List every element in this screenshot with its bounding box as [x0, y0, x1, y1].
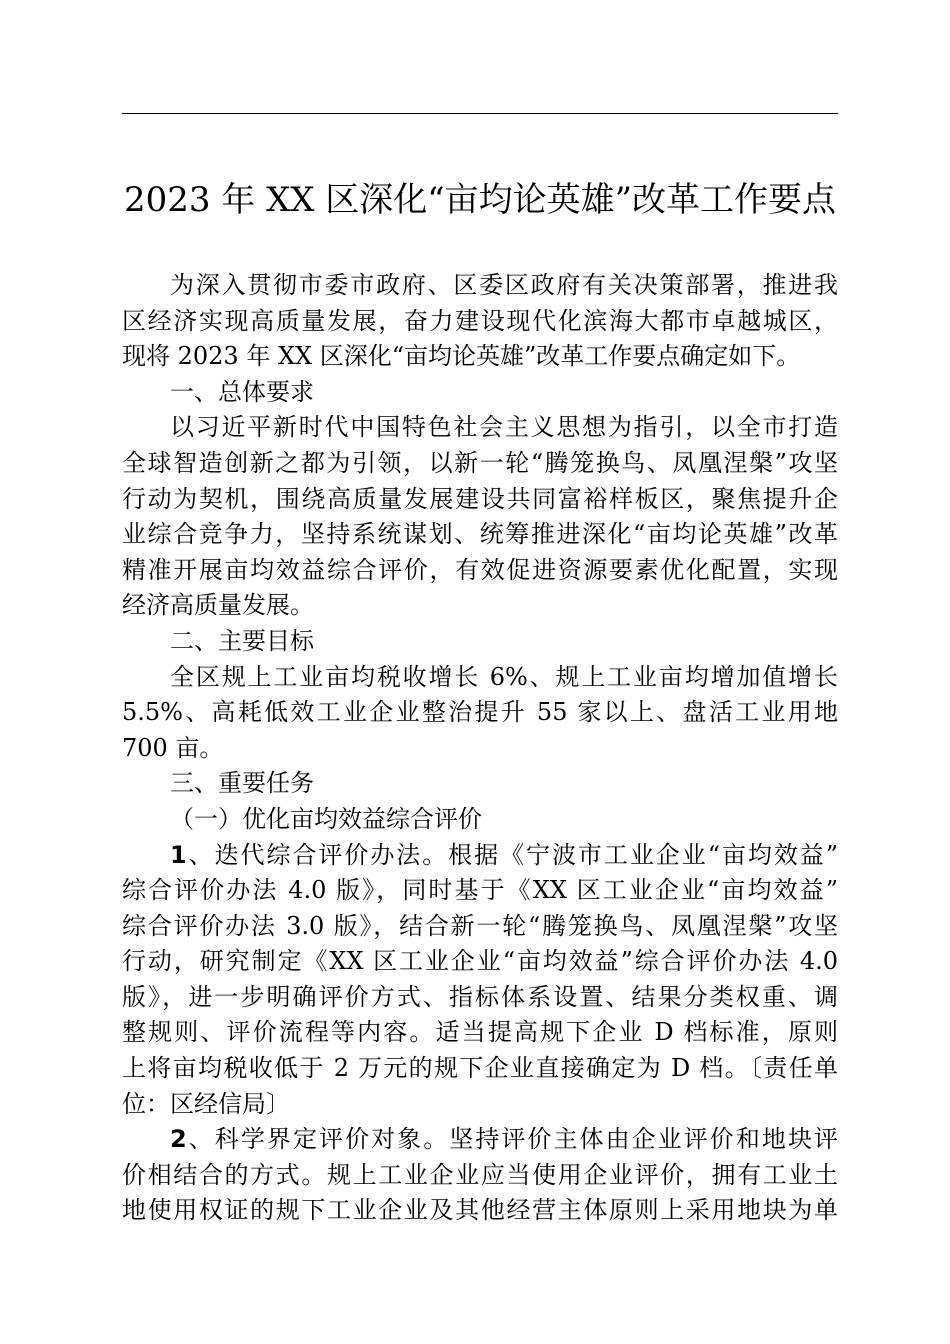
section1-line-1: 以习近平新时代中国特色社会主义思想为指引，以全市打造 [170, 413, 838, 442]
item1-line-5: 版》，进一步明确评价方式、指标体系设置、结果分类权重、调 [122, 982, 838, 1011]
header-rule [122, 113, 838, 114]
item1-line-3: 综合评价办法 3.0 版》，结合新一轮“腾笼换鸟、凤凰涅槃”攻坚 [122, 911, 838, 940]
item1-line-2: 综合评价办法 4.0 版》，同时基于《XX 区工业企业“亩均效益” [122, 876, 838, 905]
section2-line-3: 700 亩。 [122, 733, 224, 762]
subsection-heading-1: （一）优化亩均效益综合评价 [170, 804, 482, 833]
document-title: 2023 年 XX 区深化“亩均论英雄”改革工作要点 [123, 180, 837, 220]
section2-line-2: 5.5%、高耗低效工业企业整治提升 55 家以上、盘活工业用地 [122, 698, 838, 727]
section1-line-3: 行动为契机，围绕高质量发展建设共同富裕样板区，聚焦提升企 [122, 484, 838, 513]
document-body [122, 268, 838, 1229]
item1-number: 1 [170, 840, 187, 869]
section1-line-4: 业综合竞争力，坚持系统谋划、统筹推进深化“亩均论英雄”改革 [122, 520, 838, 549]
item2-line-1 [122, 1122, 838, 1158]
intro-line-1: 为深入贯彻市委市政府、区委区政府有关决策部署，推进我 [170, 271, 838, 299]
item1-line-8: 位：区经信局〕 [122, 1089, 290, 1118]
section-heading-2: 二、主要目标 [170, 626, 314, 655]
section1-line-2: 全球智造创新之都为引领，以新一轮“腾笼换鸟、凤凰涅槃”攻坚 [122, 448, 838, 477]
item1-line-1 [122, 838, 838, 874]
item1-line-1-text: 、迭代综合评价办法。根据《宁波市工业企业“亩均效益” [186, 840, 838, 869]
item1-line-4: 行动，研究制定《XX 区工业企业“亩均效益”综合评价办法 4.0 [122, 947, 838, 976]
section-heading-3: 三、重要任务 [170, 769, 314, 798]
section1-line-6: 经济高质量发展。 [122, 591, 314, 620]
item2-line-1-text: 、科学界定评价对象。坚持评价主体由企业评价和地块评 [186, 1125, 838, 1154]
item1-line-6: 整规则、评价流程等内容。适当提高规下企业 D 档标准，原则 [122, 1018, 838, 1047]
section-heading-1: 一、总体要求 [170, 377, 314, 406]
item1-line-7: 上将亩均税收低于 2 万元的规下企业直接确定为 D 档。〔责任单 [122, 1054, 838, 1083]
item2-line-2: 价相结合的方式。规上工业企业应当使用企业评价，拥有工业土 [122, 1160, 838, 1189]
intro-line-2: 区经济实现高质量发展，奋力建设现代化滨海大都市卓越城区， [122, 306, 838, 335]
section1-line-5: 精准开展亩均效益综合评价，有效促进资源要素优化配置，实现 [122, 555, 838, 584]
item2-line-3: 地使用权证的规下工业企业及其他经营主体原则上采用地块为单 [122, 1196, 838, 1225]
item2-number: 2 [170, 1125, 187, 1154]
intro-line-3: 现将 2023 年 XX 区深化“亩均论英雄”改革工作要点确定如下。 [122, 342, 801, 371]
section2-line-1: 全区规上工业亩均税收增长 6%、规上工业亩均增加值增长 [170, 662, 838, 691]
